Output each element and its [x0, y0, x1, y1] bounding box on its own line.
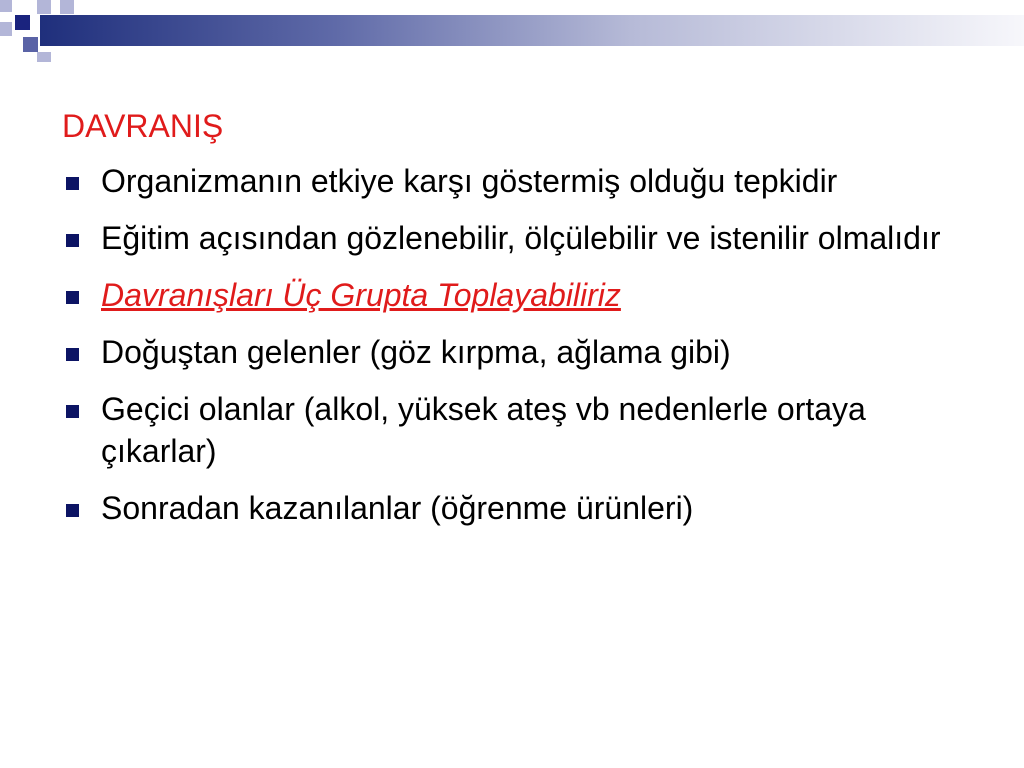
square-bullet-icon — [66, 348, 79, 361]
decor-square — [0, 22, 12, 36]
decor-square — [37, 0, 51, 14]
bullet-item — [62, 331, 962, 373]
bullet-link-text[interactable]: Davranışları Üç Grupta Toplayabiliriz — [101, 277, 621, 313]
bullet-item-link[interactable] — [62, 274, 962, 316]
square-bullet-icon — [66, 177, 79, 190]
header-gradient-bar — [40, 15, 1024, 46]
square-bullet-icon — [66, 405, 79, 418]
bullet-item — [62, 217, 962, 259]
bullet-item — [62, 160, 962, 202]
square-bullet-icon — [66, 504, 79, 517]
decor-square — [37, 52, 51, 62]
decor-square — [15, 15, 30, 30]
decor-square — [23, 37, 38, 52]
square-bullet-icon — [66, 291, 79, 304]
square-bullet-icon — [66, 234, 79, 247]
bullet-text: Doğuştan gelenler (göz kırpma, ağlama gibi) — [101, 334, 731, 370]
slide-title: DAVRANIŞ — [62, 108, 224, 144]
decor-square — [60, 0, 74, 14]
decor-square — [0, 0, 12, 12]
bullet-text: Geçici olanlar (alkol, yüksek ateş vb nedenlerle ortaya çıkarlar) — [101, 391, 866, 469]
bullet-text: Organizmanın etkiye karşı göstermiş olduğu tepkidir — [101, 163, 838, 199]
bullet-list — [62, 160, 962, 544]
bullet-item — [62, 487, 962, 529]
bullet-item — [62, 388, 962, 472]
bullet-text: Eğitim açısından gözlenebilir, ölçülebilir ve istenilir olmalıdır — [101, 220, 941, 256]
bullet-text: Sonradan kazanılanlar (öğrenme ürünleri) — [101, 490, 694, 526]
